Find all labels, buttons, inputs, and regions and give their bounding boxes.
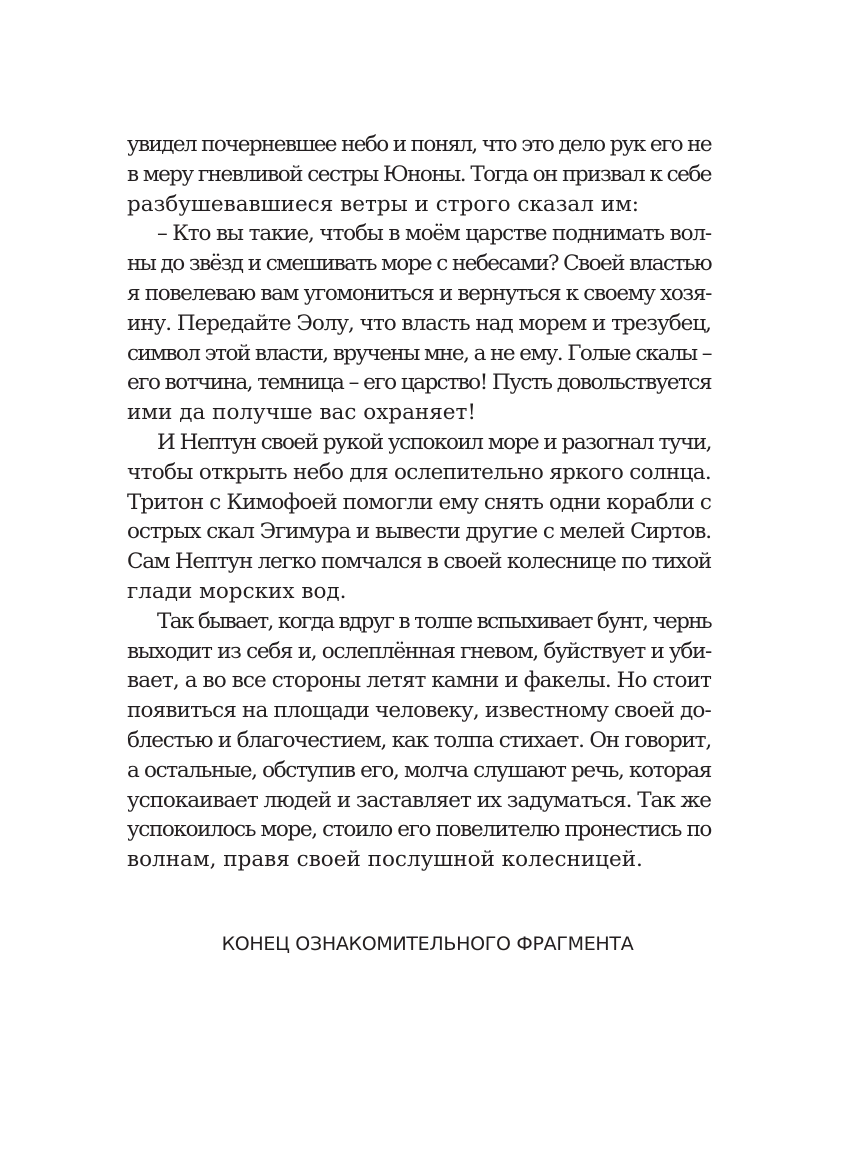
text-line: я повелеваю вам угомониться и вернуться к своему хозя- xyxy=(127,280,712,306)
text-line: а остальные, обступив его, молча слушают речь, которая xyxy=(127,757,711,783)
text-line: чтобы открыть небо для ослепительно яркого солнца. xyxy=(127,459,711,485)
body-text xyxy=(127,130,711,875)
text-line: ину. Передайте Эолу, что власть над морем и трезубец, xyxy=(127,310,711,336)
text-line: выходит из себя и, ослеплённая гневом, буйствует и уби- xyxy=(127,638,711,664)
text-line: блестью и благочестием, как толпа стихает. Он говорит, xyxy=(127,727,712,753)
text-line: успокаивает людей и заставляет их задуматься. Так же xyxy=(127,787,711,813)
text-line: волнам, правя своей послушной колесницей. xyxy=(127,847,643,873)
text-line: И Нептун своей рукой успокоил море и разогнал тучи, xyxy=(157,429,711,455)
text-line: символ этой власти, вручены мне, а не ему. Голые скалы – xyxy=(127,340,711,366)
text-line: Тритон с Кимофоей помогли ему снять одни корабли с xyxy=(127,489,711,515)
text-line: успокоилось море, стоило его повелителю пронестись по xyxy=(127,817,711,843)
text-line: глади морских вод. xyxy=(127,578,347,604)
text-line: – Кто вы такие, чтобы в моём царстве поднимать вол- xyxy=(157,221,711,247)
end-of-fragment-heading: КОНЕЦ ОЗНАКОМИТЕЛЬНОГО ФРАГМЕНТА xyxy=(221,933,634,955)
text-line: Сам Нептун легко помчался в своей колеснице по тихой xyxy=(127,549,711,575)
text-line: ими да получше вас охраняет! xyxy=(127,400,477,426)
text-line: в меру гневливой сестры Юноны. Тогда он призвал к себе xyxy=(127,161,711,187)
text-line: его вотчина, темница – его царство! Пусть довольствуется xyxy=(127,370,711,396)
text-line: увидел почерневшее небо и понял, что это дело рук его не xyxy=(127,132,711,157)
text-line: острых скал Эгимура и вывести другие с мелей Сиртов. xyxy=(127,519,711,545)
text-line: вает, а во все стороны летят камни и факелы. Но стоит xyxy=(127,668,711,694)
text-line: разбушевавшиеся ветры и строго сказал им: xyxy=(127,191,640,217)
text-line: появиться на площади человеку, известному своей до- xyxy=(127,698,711,724)
text-line: Так бывает, когда вдруг в толпе вспыхивает бунт, чернь xyxy=(157,608,711,634)
text-line: ны до звёзд и смешивать море с небесами? Своей властью xyxy=(127,251,711,277)
